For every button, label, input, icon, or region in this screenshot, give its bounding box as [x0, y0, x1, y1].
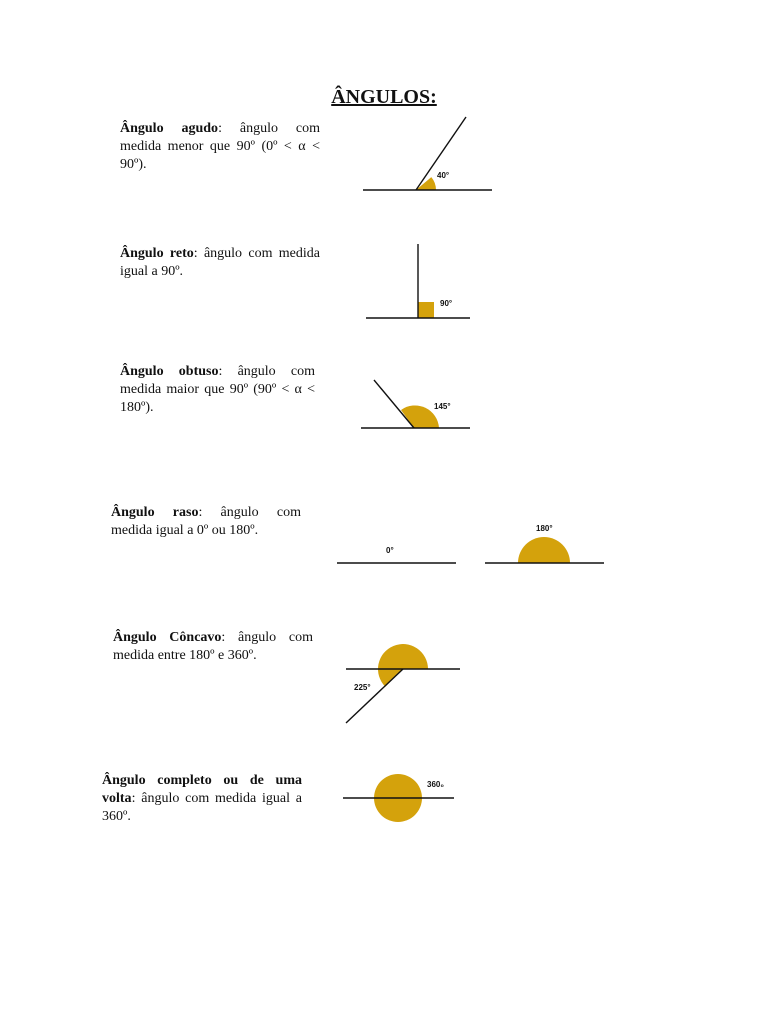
acute-arc [416, 177, 436, 190]
straight-angle-figure [485, 524, 604, 563]
straight-degree-label: 180° [536, 524, 553, 533]
definition-acute-text: : ângulo com medida menor que 90º (0º < α < 90º). [120, 121, 320, 172]
obtuse-degree-label: 145° [434, 402, 451, 411]
definition-obtuse-text: : ângulo com medida maior que 90º (90º < α < 180º). [120, 364, 315, 415]
right-degree-label: 90° [440, 299, 453, 308]
acute-angle-figure [363, 117, 492, 190]
term-obtuse: Ângulo obtuso [120, 364, 219, 379]
acute-degree-label: 40° [437, 171, 450, 180]
term-concave: Ângulo Côncavo [113, 630, 222, 645]
full-degree-label: 360₀ [427, 780, 444, 789]
zero-angle-figure [337, 546, 456, 563]
term-full: Ângulo completo ou de uma volta [102, 773, 302, 806]
concave-ray [346, 669, 403, 723]
definition-straight-text: : ângulo com medida igual a 0º ou 180º. [111, 505, 301, 538]
page-title: ÂNGULOS: [331, 86, 437, 108]
full-angle-figure [343, 774, 454, 822]
straight-arc [518, 537, 570, 563]
concave-degree-label: 225° [354, 683, 371, 692]
definition-concave-text: : ângulo com medida entre 180º e 360º. [113, 630, 313, 663]
obtuse-ray [374, 380, 414, 428]
term-straight: Ângulo raso [111, 505, 199, 520]
term-acute: Ângulo agudo [120, 121, 219, 136]
right-square [418, 302, 434, 318]
term-right: Ângulo reto [120, 246, 194, 261]
right-angle-figure [366, 244, 470, 318]
obtuse-angle-figure [361, 380, 470, 428]
concave-angle-figure [346, 644, 460, 723]
concave-arc [378, 644, 428, 687]
zero-degree-label: 0° [386, 546, 394, 555]
definition-full-text: : ângulo com medida igual a 360º. [102, 791, 302, 824]
definition-right-text: : ângulo com medida igual a 90º. [120, 246, 320, 279]
